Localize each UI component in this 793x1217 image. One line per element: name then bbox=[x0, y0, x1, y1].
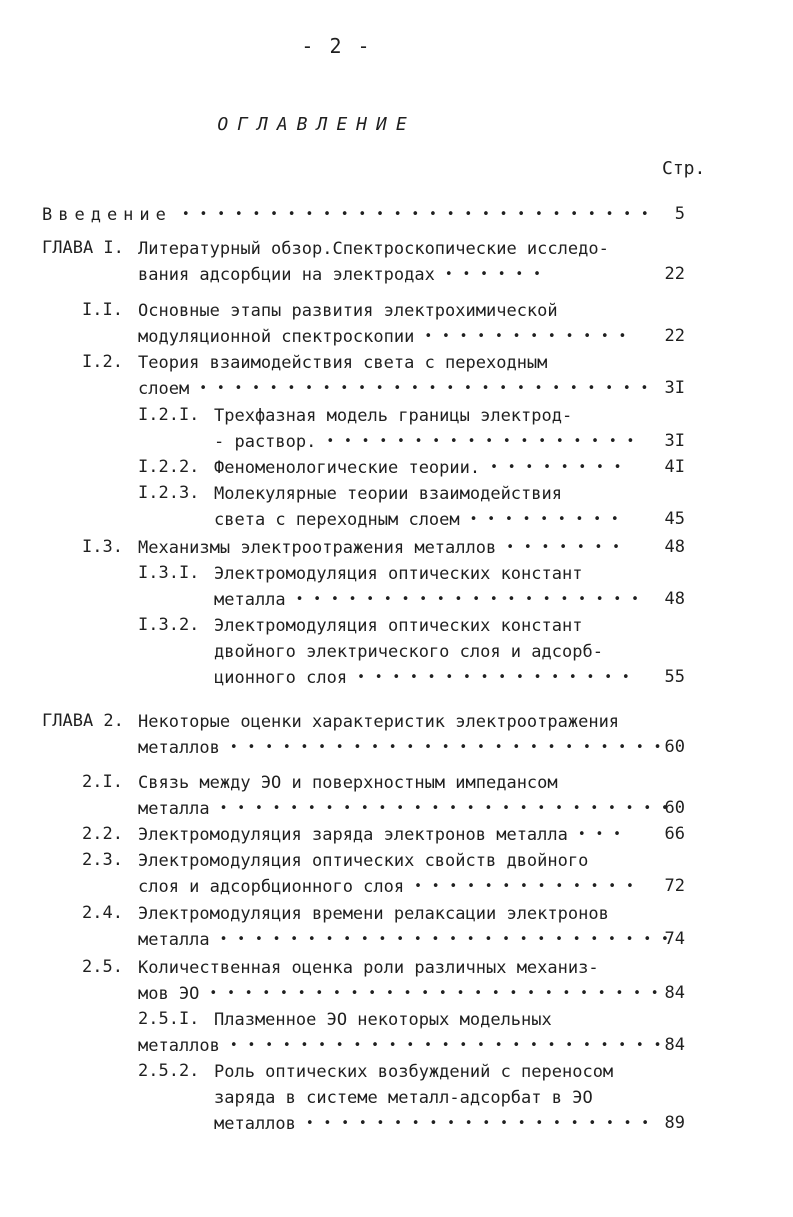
toc-entry-number: 2.5.I. bbox=[138, 1009, 200, 1029]
toc-entry-number: 2.3. bbox=[82, 850, 123, 870]
toc-entry-title: заряда в системе металл-адсорбат в ЭО bbox=[214, 1088, 593, 1108]
toc-entry-number: ГЛАВА I. bbox=[42, 238, 124, 258]
toc-entry-title: ционного слоя bbox=[214, 668, 348, 688]
toc-entry-number: 2.4. bbox=[82, 903, 123, 923]
toc-page-number: 89 bbox=[664, 1113, 685, 1133]
toc-entry-number: 2.2. bbox=[82, 824, 123, 844]
toc-entry-title: модуляционной спектроскопии bbox=[138, 327, 415, 347]
toc-page-number: 74 bbox=[664, 929, 685, 949]
toc-entry-title: вания адсорбции на электродах bbox=[138, 265, 435, 285]
toc-dot-leader: • • • • • • • • • • • • • • • • • • • • • • • • • • bbox=[219, 801, 669, 816]
toc-dot-leader: • • • • • • • • • bbox=[469, 512, 619, 527]
toc-entry-number: I.3.I. bbox=[138, 563, 200, 583]
toc-dot-leader: • • • • • • • • • • • • • • • • • • • • • • • • • bbox=[229, 740, 662, 755]
toc-page-number: 5 bbox=[674, 204, 685, 224]
toc-entry-title: Теория взаимодействия света с переходным bbox=[138, 353, 548, 373]
toc-entry-number: I.2. bbox=[82, 352, 123, 372]
toc-page-number: 66 bbox=[664, 824, 685, 844]
toc-page-number: 4I bbox=[664, 457, 685, 477]
toc-entry-title: Плазменное ЭО некоторых модельных bbox=[214, 1010, 552, 1030]
toc-entry-title: Литературный обзор.Спектроскопические исследо- bbox=[138, 239, 609, 259]
toc-dot-leader: • • • • • • • • • • • • • bbox=[414, 879, 634, 894]
toc-dot-leader: • • • • • • • • • • • • • • • • • • • • bbox=[305, 1116, 650, 1131]
page-column-label: Стр. bbox=[662, 158, 706, 179]
toc-dot-leader: • • • • • • • • • • • • • • • • • • • • • • • • • • • bbox=[181, 207, 649, 222]
toc-page-number: 22 bbox=[664, 264, 685, 284]
toc-dot-leader: • • • bbox=[577, 827, 622, 842]
toc-entry-number: ГЛАВА 2. bbox=[42, 711, 124, 731]
toc-entry-title: Трехфазная модель границы электрод- bbox=[214, 406, 573, 426]
toc-page-number: 60 bbox=[664, 737, 685, 757]
toc-dot-leader: • • • • • • • • • • • • • • • • • • • • bbox=[295, 592, 639, 607]
toc-page-number: 60 bbox=[664, 798, 685, 818]
toc-page-number: 84 bbox=[664, 983, 685, 1003]
toc-entry-number: 2.5.2. bbox=[138, 1061, 200, 1081]
toc-dot-leader: • • • • • • • • • • • • • • • • • • • • • • • • • • bbox=[219, 932, 669, 947]
toc-page-number: 48 bbox=[664, 537, 685, 557]
toc-page-number: 3I bbox=[664, 378, 685, 398]
toc-entry-title: Электромодуляция оптических констант bbox=[214, 564, 583, 584]
toc-dot-leader: • • • • • • • • • • • • • • • • • • • • • • • • • • bbox=[209, 986, 659, 1001]
toc-dot-leader: • • • • • • • • • • • • • • • • bbox=[357, 670, 630, 685]
toc-entry-title: Основные этапы развития электрохимической bbox=[138, 301, 558, 321]
toc-entry-title: Электромодуляция оптических констант bbox=[214, 616, 583, 636]
toc-entry-title: металла bbox=[138, 799, 210, 819]
toc-dot-leader: • • • • • • • • • • • • bbox=[424, 329, 627, 344]
toc-entry-title: слоем bbox=[138, 379, 190, 399]
page-title: ОГЛАВЛЕНИЕ bbox=[217, 114, 416, 135]
toc-entry-title: Некоторые оценки характеристик электроотражения bbox=[138, 712, 620, 732]
toc-page-number: 55 bbox=[664, 667, 685, 687]
toc-dot-leader: • • • • • • • • bbox=[490, 460, 622, 475]
toc-entry-title: металлов bbox=[214, 1114, 296, 1134]
toc-entry-title: слоя и адсорбционного слоя bbox=[138, 877, 405, 897]
toc-entry-title: Связь между ЭО и поверхностным импедансом bbox=[138, 773, 558, 793]
toc-entry-number: 2.5. bbox=[82, 957, 123, 977]
toc-entry-title: Механизмы электроотражения металлов bbox=[138, 538, 497, 558]
toc-entry-title: металла bbox=[138, 930, 210, 950]
toc-entry-number: 2.I. bbox=[82, 772, 123, 792]
toc-entry-title: Введение bbox=[42, 205, 172, 225]
toc-entry-title: металла bbox=[214, 590, 286, 610]
toc-page-number: 72 bbox=[664, 876, 685, 896]
toc-entry-title: света с переходным слоем bbox=[214, 510, 460, 530]
toc-page-number: 22 bbox=[664, 326, 685, 346]
toc-dot-leader: • • • • • • • • • • • • • • • • • • • • • • • • • • bbox=[199, 381, 649, 396]
page-number: - 2 - bbox=[301, 34, 372, 58]
toc-entry-title: Молекулярные теории взаимодействия bbox=[214, 484, 562, 504]
toc-dot-leader: • • • • • • • • • • • • • • • • • • bbox=[326, 434, 635, 449]
toc-entry-title: Феноменологические теории. bbox=[214, 458, 481, 478]
toc-page-number: 48 bbox=[664, 589, 685, 609]
toc-entry-number: I.2.3. bbox=[138, 483, 200, 503]
toc-entry-title: - раствор. bbox=[214, 432, 317, 452]
toc-entry-title: Электромодуляция оптических свойств двойного bbox=[138, 851, 589, 871]
toc-dot-leader: • • • • • • bbox=[444, 267, 541, 282]
toc-entry-title: двойного электрического слоя и адсорб- bbox=[214, 642, 603, 662]
toc-entry-number: I.2.2. bbox=[138, 457, 200, 477]
toc-entry-title: мов ЭО bbox=[138, 984, 200, 1004]
toc-page-number: 45 bbox=[664, 509, 685, 529]
toc-entry-title: Электромодуляция времени релаксации электронов bbox=[138, 904, 609, 924]
toc-page-number: 84 bbox=[664, 1035, 685, 1055]
toc-entry-number: I.I. bbox=[82, 300, 123, 320]
toc-entry-number: I.3.2. bbox=[138, 615, 200, 635]
toc-entry-number: I.3. bbox=[82, 537, 123, 557]
toc-entry-title: Количественная оценка роли различных механиз- bbox=[138, 958, 599, 978]
toc-dot-leader: • • • • • • • bbox=[506, 540, 620, 555]
toc-page-number: 3I bbox=[664, 431, 685, 451]
toc-entry-title: металлов bbox=[138, 1036, 220, 1056]
toc-entry-number: I.2.I. bbox=[138, 405, 200, 425]
toc-entry-title: металлов bbox=[138, 738, 220, 758]
toc-dot-leader: • • • • • • • • • • • • • • • • • • • • • • • • • bbox=[229, 1038, 662, 1053]
toc-entry-title: Роль оптических возбуждений с переносом bbox=[214, 1062, 614, 1082]
toc-entry-title: Электромодуляция заряда электронов металла bbox=[138, 825, 568, 845]
